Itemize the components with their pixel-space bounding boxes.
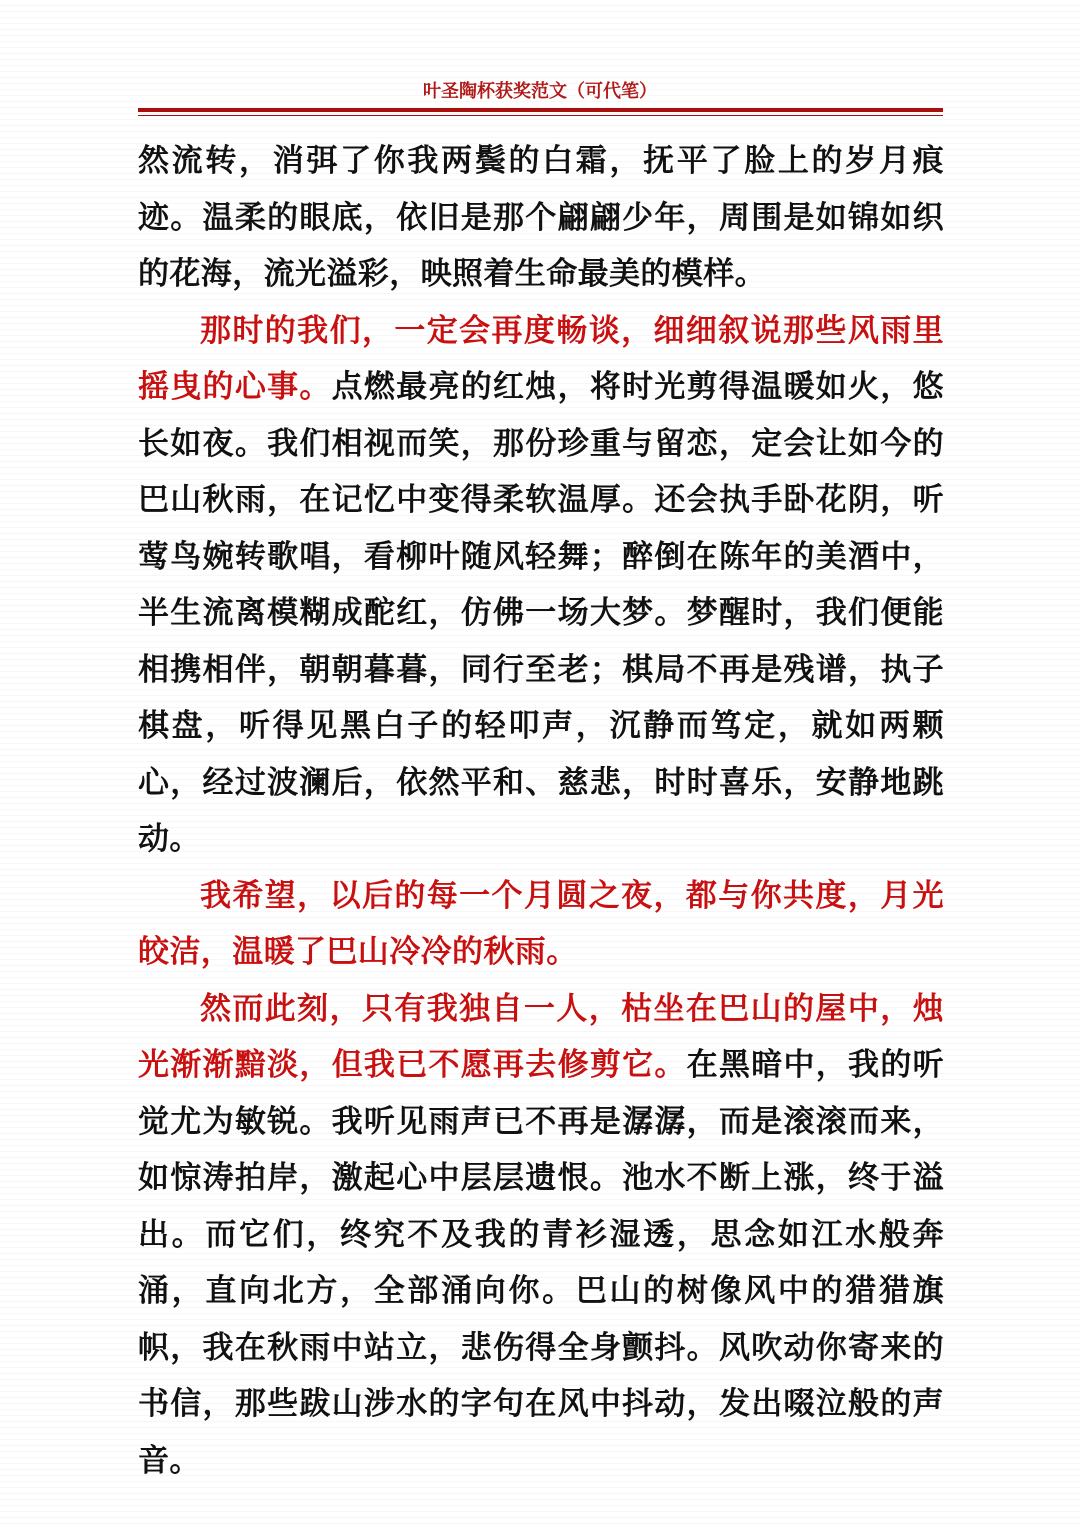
essay-body (138, 133, 944, 1489)
header-rule-thick (138, 108, 943, 112)
page-header-title: 叶圣陶杯获奖范文（可代笔） (423, 81, 657, 102)
highlighted-sentence: 那时的我们，一定会再度畅谈，细细叙说那些风雨里摇曳的心事。 (138, 312, 944, 405)
paragraph-text: 然流转，消弭了你我两鬓的白霜，抚平了脸上的岁月痕迹。温柔的眼底，依旧是那个翩翩少年，周围是如锦如织的花海，流光溢彩，映照着生命最美的模样。 (138, 143, 944, 292)
highlighted-sentence: 然而此刻，只有我独自一人，枯坐在巴山的屋中，烛光渐渐黯淡，但我已不愿再去修剪它。 (138, 990, 944, 1083)
highlighted-sentence: 我希望，以后的每一个月圆之夜，都与你共度，月光皎洁，温暖了巴山冷冷的秋雨。 (138, 877, 944, 970)
paragraph-3 (138, 868, 944, 981)
paragraph-2 (138, 303, 944, 868)
paragraph-4 (138, 981, 944, 1490)
paragraph-text: 在黑暗中，我的听觉尤为敏锐。我听见雨声已不再是潺潺，而是滚滚而来，如惊涛拍岸，激起心中层层遗恨。池水不断上涨，终于溢出。而它们，终究不及我的青衫湿透，思念如江水般奔涌，直向北方，全部涌向你。巴山的树像风中的猎猎旗帜，我在秋雨中站立，悲伤得全身颤抖。风吹动你寄来的书信，那些跋山涉水的字句在风中抖动，发出啜泣般的声音。 (138, 1047, 944, 1479)
paragraph-text: 点燃最亮的红烛，将时光剪得温暖如火，悠长如夜。我们相视而笑，那份珍重与留恋，定会让如今的巴山秋雨，在记忆中变得柔软温厚。还会执手卧花阴，听莺鸟婉转歌唱，看柳叶随风轻舞；醉倒在陈年的美酒中，半生流离模糊成酡红，仿佛一场大梦。梦醒时，我们便能相携相伴，朝朝暮暮，同行至老；棋局不再是残谱，执子棋盘，听得见黑白子的轻叩声，沉静而笃定，就如两颗心，经过波澜后，依然平和、慈悲，时时喜乐，安静地跳动。 (138, 369, 944, 857)
header-rule-thin (138, 115, 943, 116)
paragraph-1 (138, 133, 944, 303)
